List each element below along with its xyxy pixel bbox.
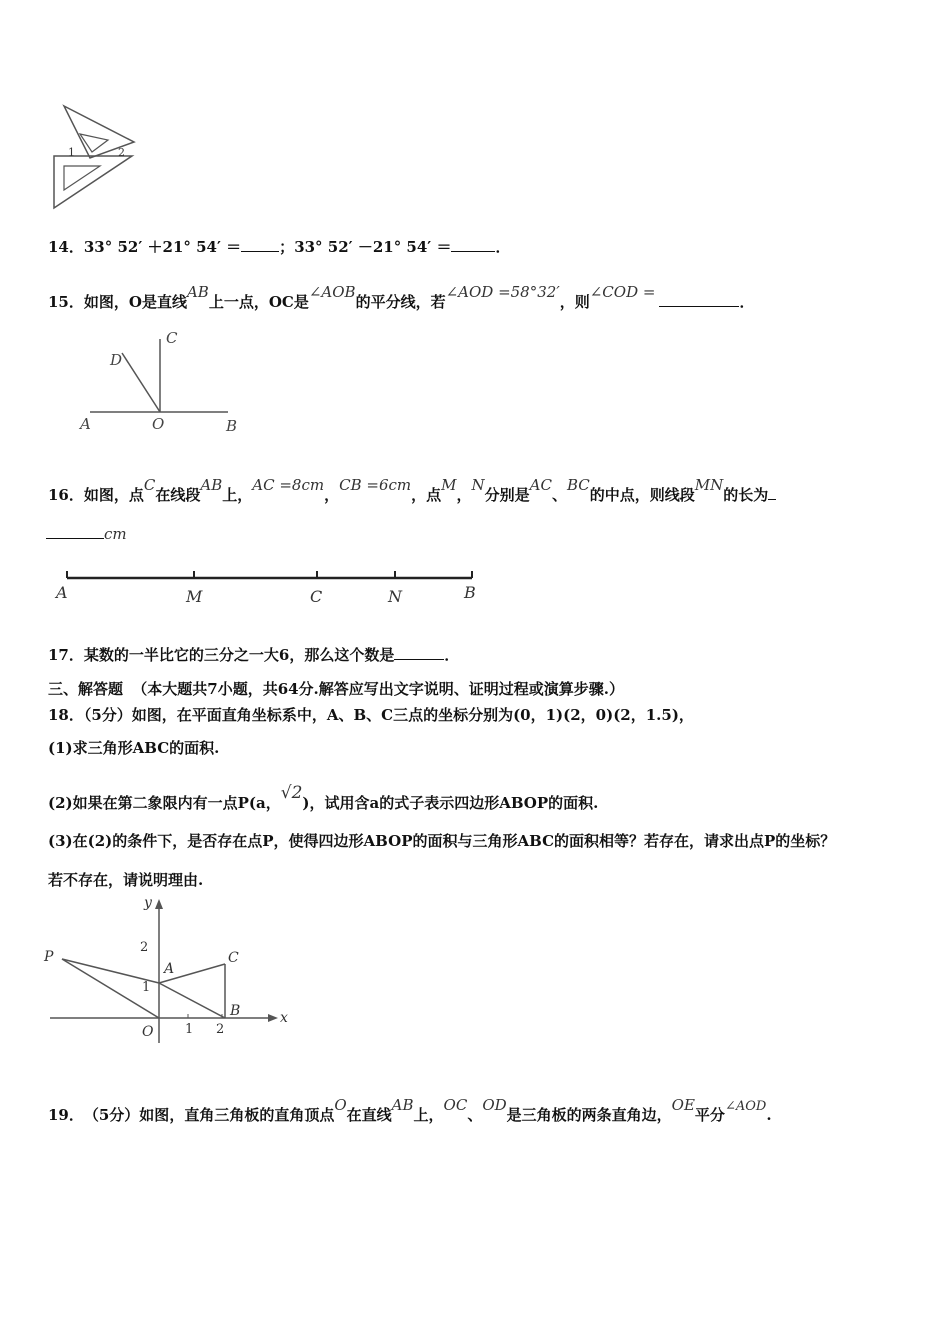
q15-math-aod: ∠AOD =58°32′	[445, 283, 560, 301]
q14-blank-2[interactable]	[451, 237, 495, 252]
point-m-label: M	[186, 587, 203, 606]
q17-end: ．	[444, 646, 460, 664]
q18-part-2a: (2)如果在第二象限内有一点P(a，	[48, 794, 281, 812]
q15-end: ．	[739, 293, 755, 311]
q14-end: ．	[495, 238, 511, 256]
question-19	[48, 1096, 772, 1125]
x-tick-1-label: 1	[185, 1022, 194, 1037]
q16-math-ac2: AC	[529, 476, 552, 494]
y-tick-1-label: 1	[142, 980, 151, 995]
lower-triangle-inner	[64, 166, 100, 190]
x-axis-label: x	[280, 1010, 288, 1026]
y-axis-label: y	[144, 895, 152, 911]
q16-text-3: 上，	[222, 486, 253, 504]
q16-answer-line	[46, 524, 127, 543]
q19-math-oc: OC	[443, 1096, 468, 1114]
point-o-label: O	[152, 415, 165, 433]
ray-od	[122, 353, 160, 412]
q19-math-aod: ∠AOD	[724, 1099, 767, 1114]
point-a-label: A	[56, 583, 68, 602]
q17-text: 17．某数的一半比它的三分之一大6，那么这个数是	[48, 646, 395, 664]
section-3-heading	[48, 678, 624, 699]
q19-number: 19．	[48, 1106, 84, 1124]
q19-text-6: 平分	[694, 1106, 725, 1124]
q16-text-7: 分别是	[484, 486, 530, 504]
q14-expr2: 33° 52′ －21° 54′ ＝	[294, 238, 452, 256]
q17-blank[interactable]	[394, 645, 444, 660]
q18-part-3a: (3)在(2)的条件下，是否存在点P，使得四边形ABOP的面积与三角形ABC的面积相等？若存在，请求出点P的坐标？	[48, 832, 836, 850]
point-p-label: P	[44, 949, 54, 965]
q16-text-4: ，	[324, 486, 340, 504]
lower-triangle	[54, 156, 132, 208]
q18-line-1: 18．（5分）如图，在平面直角坐标系中，A、B、C三点的坐标分别为(0，1)(2，0)(2，1.5)，	[48, 706, 694, 724]
q16-math-n: N	[471, 476, 485, 494]
y-tick-2-label: 2	[140, 940, 149, 955]
q16-unit: cm	[104, 525, 127, 543]
q19-text-4: 、	[467, 1106, 483, 1124]
q16-blank[interactable]	[46, 524, 104, 539]
q16-math-bc: BC	[566, 476, 590, 494]
q18-part-1: (1)求三角形ABC的面积.	[48, 739, 220, 757]
point-c-label: C	[310, 587, 323, 606]
q19-math-od: OD	[482, 1096, 507, 1114]
q16-math-m: M	[441, 476, 457, 494]
q19-text-2: 在直线	[346, 1106, 392, 1124]
q16-text-9: 的中点，则线段	[589, 486, 695, 504]
point-c-label: C	[228, 950, 239, 966]
q19-math-o: O	[334, 1096, 347, 1114]
q16-math-ab: AB	[200, 476, 223, 494]
figure-15	[76, 325, 256, 440]
q15-text-4: ，则	[559, 293, 590, 311]
q19-text-1: （5分）如图，直角三角板的直角顶点	[83, 1106, 335, 1124]
section-3-note: （本大题共7小题，共64分.解答应写出文字说明、证明过程或演算步骤.）	[132, 680, 625, 698]
q16-text-6: ，	[456, 486, 472, 504]
q15-math-aob: ∠AOB	[308, 283, 356, 301]
origin-label: O	[142, 1024, 154, 1040]
angle-2-label: 2	[118, 146, 125, 159]
q15-text-2: 上一点，OC是	[208, 293, 309, 311]
question-17	[48, 644, 459, 665]
q15-blank[interactable]	[659, 292, 739, 307]
y-axis-arrow	[155, 899, 163, 909]
q19-math-ab: AB	[391, 1096, 414, 1114]
q16-number: 16．	[48, 486, 84, 504]
q15-number: 15．	[48, 293, 84, 311]
q16-text-1: 如图，点	[83, 486, 144, 504]
point-n-label: N	[388, 587, 402, 606]
q19-text-5: 是三角板的两条直角边，	[506, 1106, 672, 1124]
angle-1-label: 1	[68, 146, 75, 159]
question-14	[48, 236, 511, 257]
figure-16	[50, 566, 490, 611]
point-a-label: A	[80, 415, 91, 433]
q16-math-cb: CB =6cm	[339, 476, 412, 494]
point-b-label: B	[226, 417, 238, 435]
point-d-label: D	[110, 351, 123, 369]
q16-blank-tail	[768, 485, 776, 500]
q16-math-ac: AC =8cm	[252, 476, 325, 494]
q14-number: 14．	[48, 238, 84, 256]
q16-text-5: ，点	[411, 486, 442, 504]
figure-18-coordinate-plane	[40, 893, 300, 1053]
x-axis-arrow	[268, 1014, 278, 1022]
upper-triangle-inner	[80, 134, 108, 152]
question-16	[48, 476, 776, 505]
q16-math-c: C	[143, 476, 156, 494]
section-3-title: 三、解答题	[48, 680, 124, 698]
q18-sqrt2: √2	[280, 783, 303, 803]
q14-expr1: 33° 52′ ＋21° 54′ ＝	[83, 238, 242, 256]
point-b-label: B	[230, 1003, 241, 1019]
q14-sep: ；	[279, 238, 295, 256]
q16-text-8: 、	[551, 486, 567, 504]
q15-math-cod: ∠COD =	[589, 283, 656, 301]
point-c-label: C	[166, 329, 178, 347]
q15-text-3: 的平分线，若	[355, 293, 446, 311]
q19-text-3: 上，	[413, 1106, 444, 1124]
q18-part-3b: 若不存在，请说明理由.	[48, 871, 204, 889]
q18-part-2b: )，试用含a的式子表示四边形ABOP的面积.	[302, 794, 599, 812]
q19-math-oe: OE	[671, 1096, 695, 1114]
q18-part-2	[48, 783, 598, 813]
point-a-label: A	[164, 961, 175, 977]
segment-ab	[159, 983, 225, 1018]
q19-end: .	[766, 1106, 772, 1124]
x-tick-2-label: 2	[216, 1022, 225, 1037]
q16-math-mn: MN	[694, 476, 724, 494]
triangle-rulers-figure	[50, 100, 140, 215]
q14-blank-1[interactable]	[241, 237, 279, 252]
q16-text-2: 在线段	[155, 486, 201, 504]
q15-text-1: 如图，O是直线	[83, 293, 187, 311]
q16-text-10: 的长为	[723, 486, 769, 504]
q15-math-ab: AB	[186, 283, 209, 301]
question-15	[48, 283, 754, 312]
point-b-label: B	[464, 583, 476, 602]
